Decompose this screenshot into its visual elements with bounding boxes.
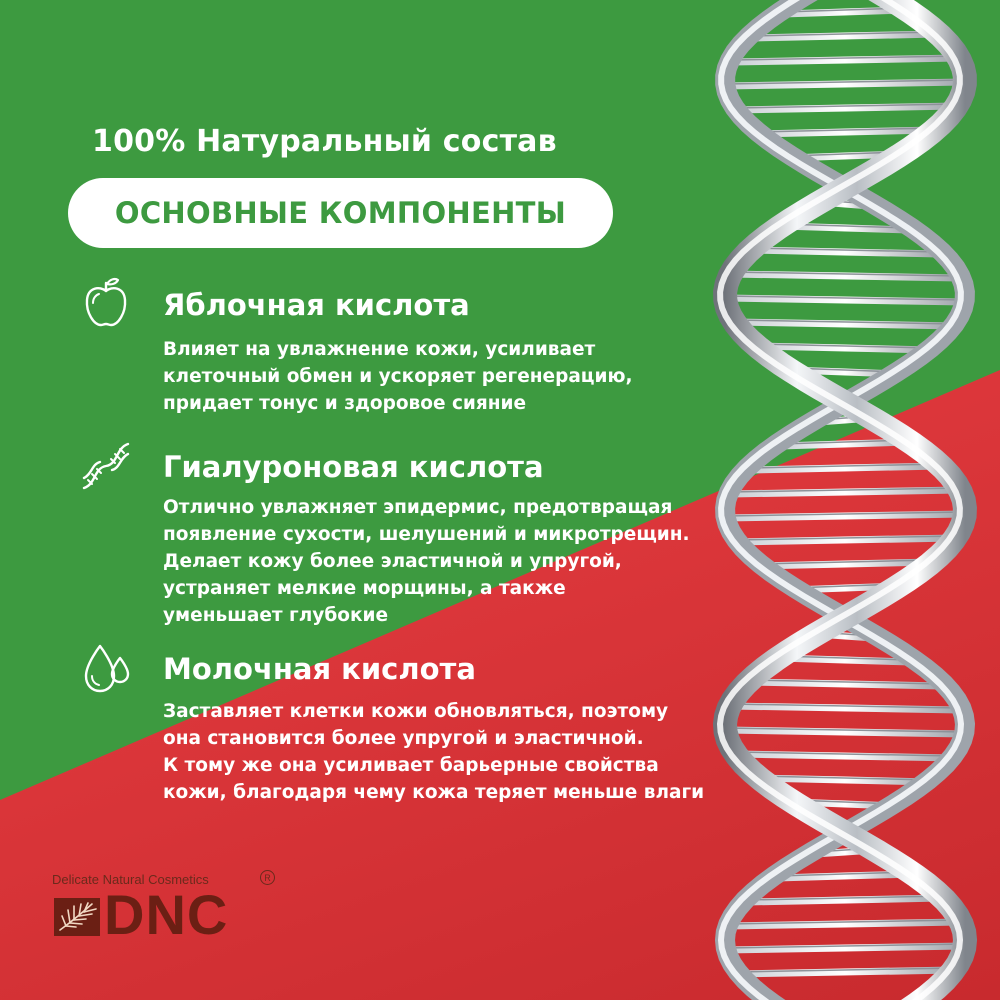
text-line: придает тонус и здоровое сияние: [163, 393, 527, 414]
drops-icon: [78, 640, 134, 696]
heading-title: ОСНОВНЫЕ КОМПОНЕНТЫ: [114, 196, 567, 230]
text-line: Влияет на увлажнение кожи, усиливает: [163, 339, 596, 360]
tagline: 100% Натуральный состав: [92, 124, 557, 159]
text-line: устраняет мелкие морщины, а также: [163, 578, 566, 599]
section-text-hyaluronic-acid: [163, 494, 690, 629]
text-line: появление сухости, шелушений и микротрещин.: [163, 524, 690, 545]
text-line: Делает кожу более эластичной и упругой,: [163, 551, 622, 572]
section-title-lactic-acid: Молочная кислота: [163, 652, 476, 686]
section-text-lactic-acid: [163, 698, 704, 806]
text-line: Отлично увлажняет эпидермис, предотвращая: [163, 497, 673, 518]
text-line: Заставляет клетки кожи обновляться, поэтому: [163, 701, 669, 722]
registered-mark: R: [260, 870, 275, 885]
text-line: клеточный обмен и ускоряет регенерацию,: [163, 366, 633, 387]
text-line: кожи, благодаря чему кожа теряет меньше влаги: [163, 782, 705, 803]
logo-wordmark: DNC: [104, 883, 229, 946]
apple-icon: [78, 275, 134, 331]
section-text-malic-acid: [163, 336, 633, 417]
heading-pill: [68, 178, 613, 248]
text-line: К тому же она усиливает барьерные свойства: [163, 755, 659, 776]
palm-leaf-icon: [52, 894, 102, 938]
dna-helix-image: [650, 0, 1000, 1000]
section-title-hyaluronic-acid: Гиалуроновая кислота: [163, 450, 544, 484]
brand-logo: [52, 872, 282, 944]
logo-subtitle: Delicate Natural Cosmetics: [52, 872, 209, 887]
text-line: она становится более упругой и эластичной.: [163, 728, 644, 749]
dna-icon: [78, 438, 134, 494]
section-title-malic-acid: Яблочная кислота: [163, 288, 470, 322]
text-line: уменьшает глубокие: [163, 605, 389, 626]
